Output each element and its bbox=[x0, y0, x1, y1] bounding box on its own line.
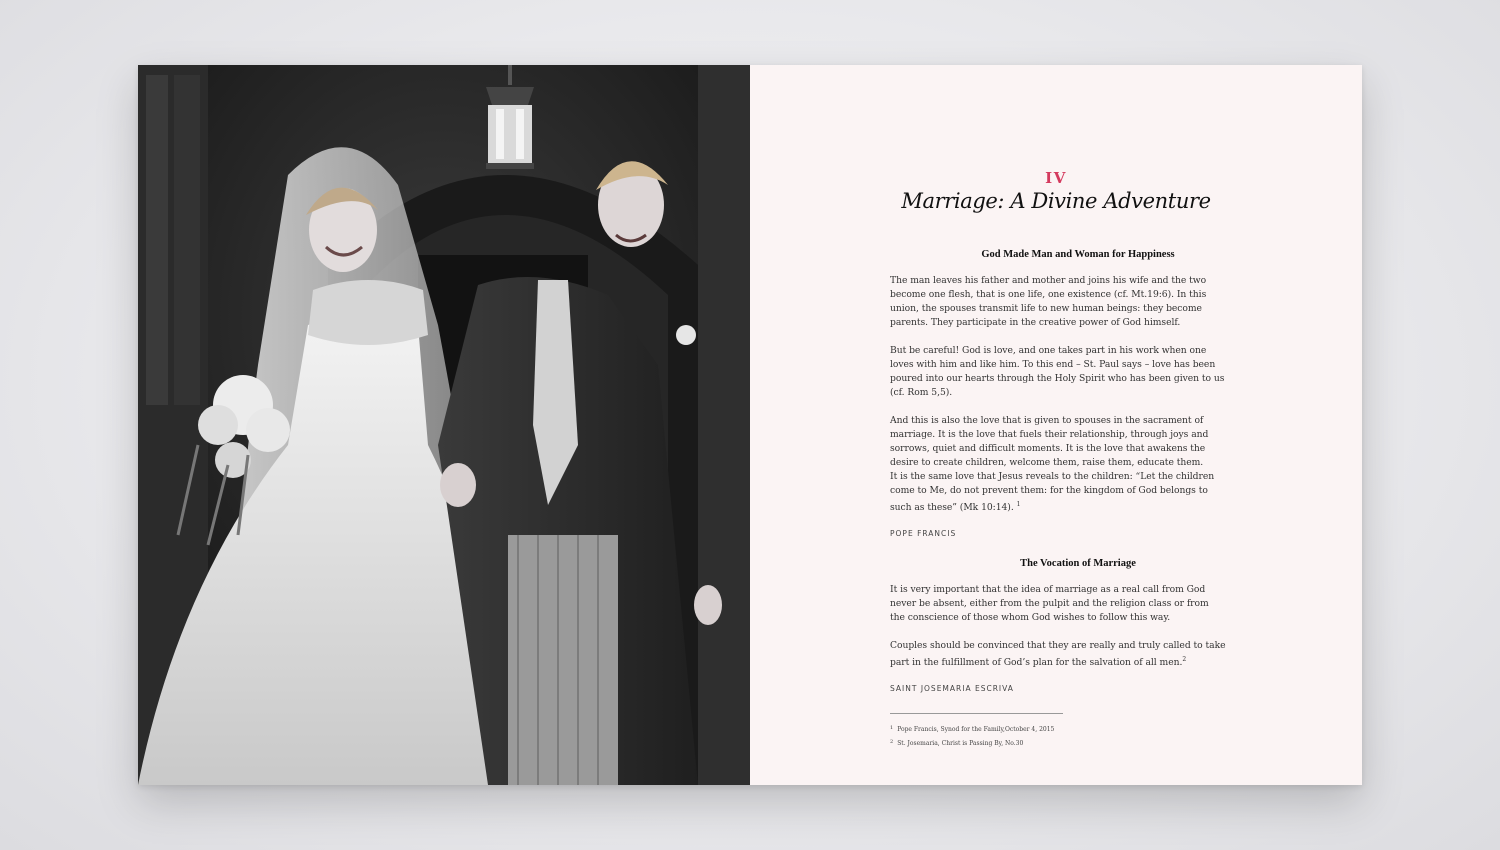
chapter-title: Marriage: A Divine Adventure bbox=[901, 189, 1211, 213]
paragraph: The man leaves his father and mother and joins his wife and the two become one flesh, that is one life, one existence (cf. Mt.19:6). In this union, the spouses transmit life to new human beings: they become parents. They participate in the creative power of God himself. bbox=[890, 275, 1207, 328]
footnote bbox=[890, 736, 1226, 750]
footnote-number: 2 bbox=[890, 739, 894, 745]
footnote-ref: 2 bbox=[1182, 656, 1187, 663]
footnote-ref: 1 bbox=[1016, 501, 1021, 508]
attribution-pope-francis: POPE FRANCIS bbox=[890, 529, 957, 538]
text-page bbox=[750, 65, 1362, 785]
paragraph: But be careful! God is love, and one takes part in his work when one loves with him and like him. To this end – St. Paul says – love has been poured into our hearts through the Holy Spirit who has been given to us (cf. Rom 5,5). bbox=[890, 345, 1225, 398]
paragraph: And this is also the love that is given to spouses in the sacrament of marriage. It is the love that fuels their relationship, through joys and sorrows, quiet and difficult moments. It is the love that awakens the desire to create children, welcome them, raise them, educate them. bbox=[890, 415, 1209, 468]
paragraph-text: It is the same love that Jesus reveals to the children: “Let the children come to Me, do not prevent them: for the kingdom of God belongs to such as these” (Mk 10:14). bbox=[890, 471, 1215, 513]
paragraph: It is very important that the idea of marriage as a real call from God never be absent, either from the pulpit and the religion class or from the conscience of those whom God wishes to follow this way. bbox=[890, 584, 1209, 623]
wedding-photo bbox=[138, 65, 750, 785]
footnote-text: St. Josemaria, Christ is Passing By, No.30 bbox=[897, 740, 1024, 747]
wedding-couple-photo-icon bbox=[138, 65, 750, 785]
book-spread bbox=[138, 65, 1362, 785]
chapter-number: IV bbox=[1045, 169, 1067, 187]
paragraph-with-note bbox=[890, 470, 1226, 515]
paragraph-with-note bbox=[890, 639, 1226, 670]
footnote-text: Pope Francis, Synod for the Family,October 4, 2015 bbox=[897, 726, 1055, 733]
section-heading-happiness: God Made Man and Woman for Happiness bbox=[981, 249, 1175, 260]
attribution-josemaria: SAINT JOSEMARIA ESCRIVA bbox=[890, 684, 1014, 693]
footnote bbox=[890, 722, 1226, 736]
paragraph-text: Couples should be convinced that they are really and truly called to take part in the fulfillment of God’s plan for the salvation of all men. bbox=[890, 640, 1226, 668]
footnote-divider bbox=[890, 713, 1063, 714]
section-heading-vocation: The Vocation of Marriage bbox=[1020, 558, 1136, 569]
footnote-number: 1 bbox=[890, 725, 894, 731]
chapter-body bbox=[890, 249, 1226, 750]
